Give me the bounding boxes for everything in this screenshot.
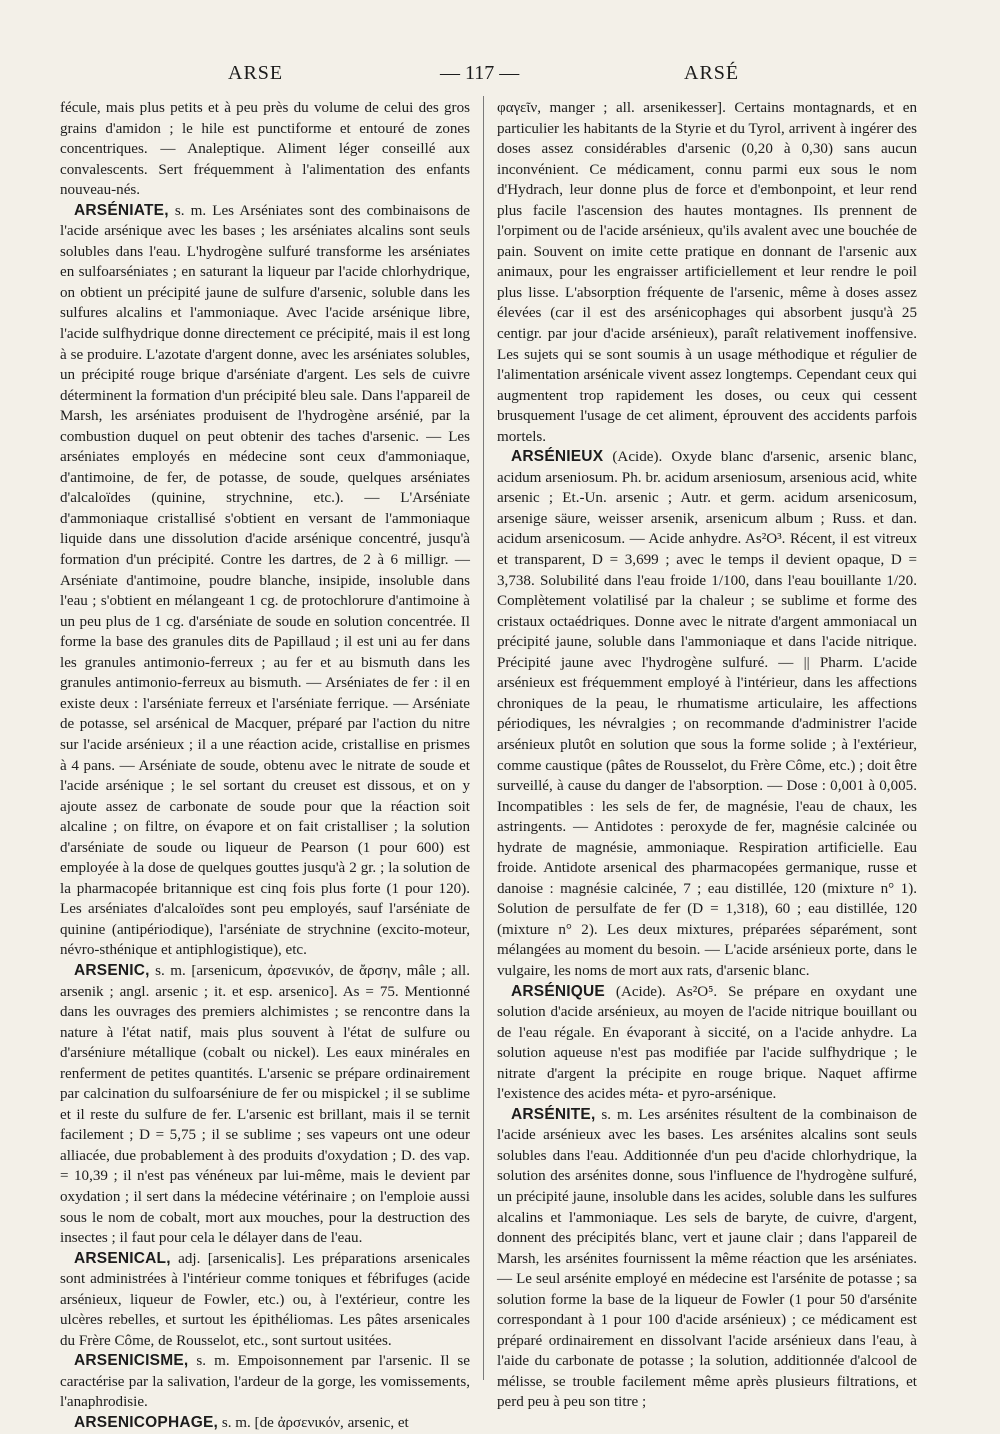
entry-headword: ARSENIC, — [74, 961, 150, 979]
entry-text: φαγεῖν, manger ; all. arsenikesser]. Certains montagnards, et en particulier les habitants de la Styrie et du Tyrol, arrivent à ingérer des doses assez considérables d'arsenic (0,20 à 0,30) sans aucun inconvénient. Ce médicament, connu parmi eux sous le nom d'Hydrach, leur donne plus de force et d'embonpoint, et leur rend plus facile l'ascension des hautes montagnes. Ils prennent de l'orpiment ou de l'acide arsénieux, qu'ils avalent avec une bouchée de pain. Souvent on imite cette pratique en donnant de l'arsenic aux animaux, pour les engraisser artificiellement et leur rendre le poil plus lisse. L'absorption fréquente de l'arsenic, même à doses assez élevées (car il est des arsénicophages qui absorbent jusqu'à 25 centigr. par jour d'acide arsénieux), paraît relativement inoffensive. Les sujets qui se sont soumis à un usage méthodique et régulier de l'alimentation arsénicale vivent assez longtemps. Cependant ceux qui augmentent trop rapidement les doses, ou ceux qui cessent brusquement l'usage de cet aliment, éprouvent des accidents parfois mortels. — [497, 100, 917, 445]
entry-text: s. m. Empoisonnement par l'arsenic. Il se caractérise par la salivation, l'ardeur de la gorge, les vomissements, l'anaphrodisie. — [60, 1353, 471, 1411]
entry-arseniate — [60, 201, 470, 961]
entry-text: s. m. [arsenicum, ἀρσενικόν, de ἄρσην, mâle ; all. arsenik ; angl. arsenic ; it. et esp. arsenico]. As = 75. Mentionné dans les ouvrages des premiers alchimistes ; se rencontre dans la nature à l'état natif, mais plus souvent à l'état de sulfure ou d'arséniure métallique (cobalt ou nickel). Les eaux minérales en renferment de petites quantités. L'arsenic se prépare ordinairement par calcination du sulfoarséniure de fer ou mispickel ; il se sublime et il reste du sulfure de fer. L'arsenic est brillant, mais il se ternit facilement ; D = 5,75 ; il se sublime ; ses vapeurs ont une odeur alliacée, due probablement à des produits d'oxydation ; D. des vap. = 10,39 ; il n'est pas vénéneux par lui-même, mais le devient par oxydation ; il sert dans la médecine vétérinaire ; on l'emploie aussi sous le nom de cobalt, mort aux mouches, pour la destruction des insectes ; il faut pour cela le délayer dans de l'eau. — [60, 962, 471, 1247]
entry-headword: ARSENICAL, — [74, 1249, 171, 1267]
entry-text: s. m. Les arsénites résultent de la combinaison de l'acide arsénieux avec les bases. Les arsénites alcalins sont seuls solubles dans l'eau. Additionnée d'un peu d'acide chlorhydrique, la solution des arsénites donne, sous l'influence de l'hydrogène sulfuré, un précipité jaune, insoluble dans les acides, soluble dans les sulfures alcalins et l'ammoniaque. Les sels de baryte, de cuivre, d'argent, donnent des précipités blanc, vert et jaune clair ; dans l'appareil de Marsh, les arsénites fournissent la même réaction que les arséniates. — Le seul arsénite employé en médecine est l'arsénite de potasse ; sa solution forme la base de la liqueur de Fowler (1 pour 50 d'arsénite correspondant à 1 pour 100 d'acide arsénieux) ; ce médicament est préparé ordinairement en dissolvant l'acide arsénieux dans l'eau, à l'aide du carbonate de potasse ; la solution, additionnée d'alcool de mélisse, se trouble facilement même après plusieurs filtrations, et perd peu à peu son titre ; — [497, 1106, 917, 1411]
entry-arsenite — [497, 1105, 917, 1413]
entry-text: (Acide). Oxyde blanc d'arsenic, arsenic blanc, acidum arseniosum. Ph. br. acidum arseniosum, arsenious acid, white arsenic ; Et.-Un. arsenic ; Autr. et germ. acidum arsenicosum, arsenige säure, weisser arsenik, arsenicum album ; Russ. et dan. acidum arsenicosum. — Acide anhydre. As²O³. Récent, il est vitreux et transparent, D = 3,699 ; avec le temps il devient opaque, D = 3,738. Solubilité dans l'eau froide 1/100, dans l'eau bouillante 1/20. Complètement volatilisé par la chaleur ; se sublime et forme des cristaux octaédriques. Donne avec le nitrate d'argent ammoniacal un précipité jaune, soluble dans l'ammoniaque et dans l'acide nitrique. Précipité jaune avec l'hydrogène sulfuré. — || Pharm. L'acide arsénieux est fréquemment employé à l'intérieur, dans les affections chroniques de la peau, le rhumatisme articulaire, les affections périodiques, les névralgies ; on recommande d'administrer l'acide arsénieux plutôt en solution que sous la forme solide ; à l'extérieur, comme caustique (pâtes de Rousselot, du Frère Côme, etc.) ; doit être surveillé, à cause du danger de l'absorption. — Dose : 0,001 à 0,005. Incompatibles : les sels de fer, de magnésie, l'eau de chaux, les astringents. — Antidotes : peroxyde de fer, magnésie calcinée ou hydrate de magnésie, ammoniaque. Respiration artificielle. Eau froide. Antidote arsenical des pharmacopées germanique, russe et danoise : magnésie calcinée, 7 ; eau distillée, 120 (mixture n° 1). Solution de persulfate de fer (D = 1,318), 60 ; eau distillée, 120 (mixture n° 2). Les deux mixtures, préparées séparément, sont mélangées au moment du besoin. — L'acide arsénieux porte, dans le vulgaire, les noms de mort aux rats, d'arsenic blanc. — [497, 449, 917, 979]
page-number: — 117 — — [440, 62, 520, 84]
entry-arsenicisme — [60, 1351, 470, 1413]
running-head-right: ARSÉ — [684, 62, 740, 84]
entry-arsenical — [60, 1249, 470, 1352]
entry-arsenieux — [497, 447, 917, 981]
entry-arsenic — [60, 961, 470, 1249]
entry-text: adj. [arsenicalis]. Les préparations arsenicales sont administrées à l'intérieur comme toniques et fébrifuges (acide arsénieux, liqueur de Fowler, etc.) ou, à l'extérieur, contre les ulcères rebelles, et surtout les épithéliomas. Les pâtes arsenicales du Frère Côme, de Rousselot, etc., sont surtout usitées. — [60, 1250, 470, 1349]
entry-text: s. m. [de ἀρσενικόν, arsenic, et — [221, 1415, 409, 1431]
entry-text: (Acide). As²O⁵. Se prépare en oxydant une solution d'acide arsénieux, au moyen de l'acide nitrique bouillant ou de l'eau régale. En évaporant à siccité, on a l'acide anhydre. La solution aqueuse n'est pas modifiée par l'acide sulfhydrique ; le nitrate d'argent la précipite en rouge brique. Naquet affirme l'existence des acides méta- et pyro-arsénique. — [497, 983, 917, 1103]
entry-headword: ARSENICISME, — [74, 1352, 189, 1370]
entry-headword: ARSÉNIATE, — [74, 201, 169, 219]
entry-headword: ARSÉNITE, — [511, 1105, 596, 1123]
running-head-left: ARSE — [228, 62, 284, 84]
column-divider — [483, 96, 484, 1380]
entry-text: s. m. Les Arséniates sont des combinaisons de l'acide arsénique avec les bases ; les arséniates alcalins sont seuls solubles dans l'eau. L'hydrogène sulfuré transforme les arséniates en sulfoarséniates ; en saturant la liqueur par l'acide chlorhydrique, on obtient un précipité jaune de sulfure d'arsenic, soluble dans les sulfures alcalins et l'ammoniaque. Avec l'acide arsénique libre, l'acide sulfhydrique donne directement ce précipité, mais il est long à se produire. L'azotate d'argent donne, avec les arséniates solubles, un précipité rouge brique d'arséniate d'argent. Les sels de cuivre déterminent la formation d'un précipité bleu sale. Dans l'appareil de Marsh, les arséniates produisent de l'hydrogène arsénié, par la combustion duquel on peut obtenir des taches d'arsenic. — Les arséniates employés en médecine sont ceux d'ammoniaque, d'antimoine, de fer, de potasse, de soude, quelques arséniates d'alcaloïdes (quinine, strychnine, etc.). — L'Arséniate d'ammoniaque cristallisé s'obtient en versant de l'ammoniaque liquide dans une dissolution d'acide arsénique concentré, jusqu'à formation d'un précipité. Contre les dartres, de 2 à 6 milligr. — Arséniate d'antimoine, poudre blanche, insipide, insoluble dans l'eau ; s'obtient en mélangeant 1 cg. de protochlorure d'antimoine à un peu plus de 1 cg. d'arséniate de soude en solution concentrée. Il forme la base des granules dits de Papillaud ; il est uni au fer dans les granules antimonio-ferreux ; au fer et au bismuth dans les granules antimonio-ferreux au bismuth. — Arséniates de fer : il en existe deux : l'arséniate ferreux et l'arséniate ferrique. — Arséniate de potasse, sel arsénical de Macquer, préparé par l'action du nitre sur l'acide arsénieux ; il a une réaction acide, cristallise en prismes à 4 pans. — Arséniate de soude, obtenu avec le nitrate de soude et l'acide arsénique ; le sel sortant du creuset est dissous, et on y ajoute assez de carbonate de soude pour que la réaction soit alcaline ; on filtre, on évapore et on fait cristalliser ; la solution d'arséniate de soude ou liqueur de Pearson (1 pour 600) est employée à la dose de quelques gouttes jusqu'à 2 gr. ; la solution de la pharmacopée britannique est cinq fois plus forte (1 pour 120). Les arséniates d'alcaloïdes sont peu employés, sauf l'arséniate de quinine (antipériodique), l'arséniate de strychnine (excito-moteur, névro-sthénique et antiphlogistique), etc. — [60, 202, 471, 959]
right-column — [497, 98, 917, 1411]
entry-headword: ARSENICOPHAGE, — [74, 1414, 219, 1431]
page-header — [0, 62, 1000, 90]
left-column — [60, 98, 471, 1431]
entry-arsenique — [497, 982, 917, 1105]
entry-text: fécule, mais plus petits et à peu près du volume de celui des gros grains d'amidon ; le hile est punctiforme et entouré de zones concentriques. — Analeptique. Aliment léger conseillé aux convalescents. Sert fréquemment à l'alimentation des enfants nouveau-nés. — [60, 100, 470, 199]
entry-arsenicophage — [60, 1413, 470, 1434]
entry-headword: ARSÉNIQUE — [511, 982, 605, 1000]
entry-continuation — [60, 98, 470, 201]
entry-continuation — [497, 98, 917, 447]
entry-headword: ARSÉNIEUX — [511, 448, 604, 466]
